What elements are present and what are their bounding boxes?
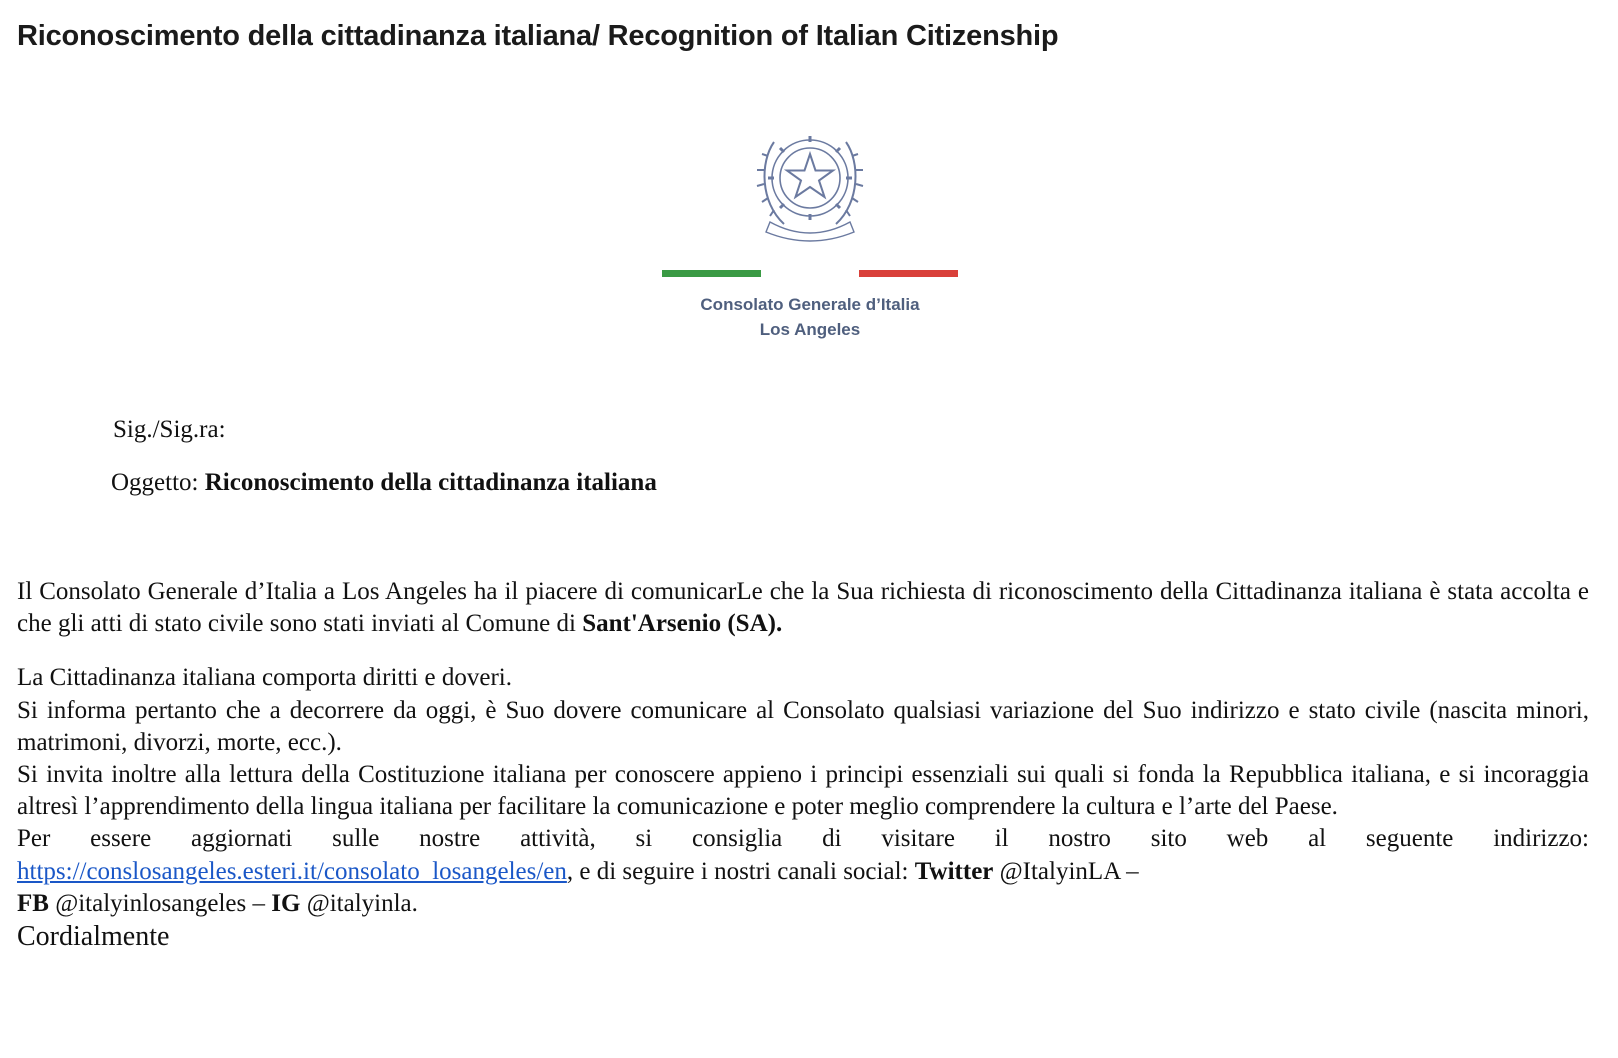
salutation: Sig./Sig.ra: (113, 416, 226, 443)
paragraph-acceptance (17, 576, 1589, 640)
twitter-handle: @ItalyinLA – (999, 857, 1139, 885)
letter-body (17, 576, 1589, 954)
ig-label: IG (271, 889, 301, 917)
subject-value: Riconoscimento della cittadinanza italiana (204, 469, 657, 496)
website-link[interactable]: https://conslosangeles.esteri.it/consolato_losangeles/en (17, 857, 567, 885)
consulate-logo (662, 122, 958, 347)
fb-handle: @italyinlosangeles – (55, 889, 265, 917)
paragraph-social (17, 856, 1589, 920)
fb-label: FB (17, 889, 49, 917)
logo-line-1: Consolato Generale d’Italia (700, 295, 920, 314)
twitter-label: Twitter (914, 857, 994, 885)
logo-caption (662, 292, 958, 342)
flag-green-stripe (662, 270, 761, 277)
acceptance-text: Il Consolato Generale d’Italia a Los Angeles ha il piacere di comunicarLe che la Sua richiesta di riconoscimento della Cittadinanza italiana è stata accolta e che gli atti di stato civile sono stati inviati al Comune di (17, 578, 1589, 638)
tricolor-line (662, 270, 958, 277)
logo-line-2: Los Angeles (759, 320, 861, 339)
flag-white-stripe (761, 270, 860, 277)
closing: Cordialmente (17, 921, 170, 953)
subject-line (111, 469, 657, 497)
subject-label: Oggetto: (111, 469, 199, 496)
ig-handle: @italyinla. (306, 889, 418, 917)
paragraph-updates: Per essere aggiornati sulle nostre attività, si consiglia di visitare il nostro sito web al seguente indirizzo: (17, 825, 1589, 853)
social-intro: , e di seguire i nostri canali social: (566, 857, 909, 885)
municipality-name: Sant'Arsenio (SA). (582, 610, 783, 638)
paragraph-inform: Si informa pertanto che a decorrere da oggi, è Suo dovere comunicare al Consolato qualsiasi variazione del Suo indirizzo e stato civile (nascita minori, matrimoni, divorzi, morte, ecc.). (17, 696, 1589, 756)
email-subject: Riconoscimento della cittadinanza italiana/ Recognition of Italian Citizenship (17, 20, 1059, 52)
flag-red-stripe (859, 270, 958, 277)
emblem-of-italy-icon (754, 122, 866, 244)
paragraph-rights: La Cittadinanza italiana comporta diritti e doveri. (17, 664, 512, 692)
paragraph-invite: Si invita inoltre alla lettura della Costituzione italiana per conoscere appieno i principi essenziali sui quali si fonda la Repubblica italiana, e si incoraggia altresì l’apprendimento della lingua italiana per facilitare la comunicazione e poter meglio comprendere la cultura e l’arte del Paese. (17, 761, 1589, 821)
